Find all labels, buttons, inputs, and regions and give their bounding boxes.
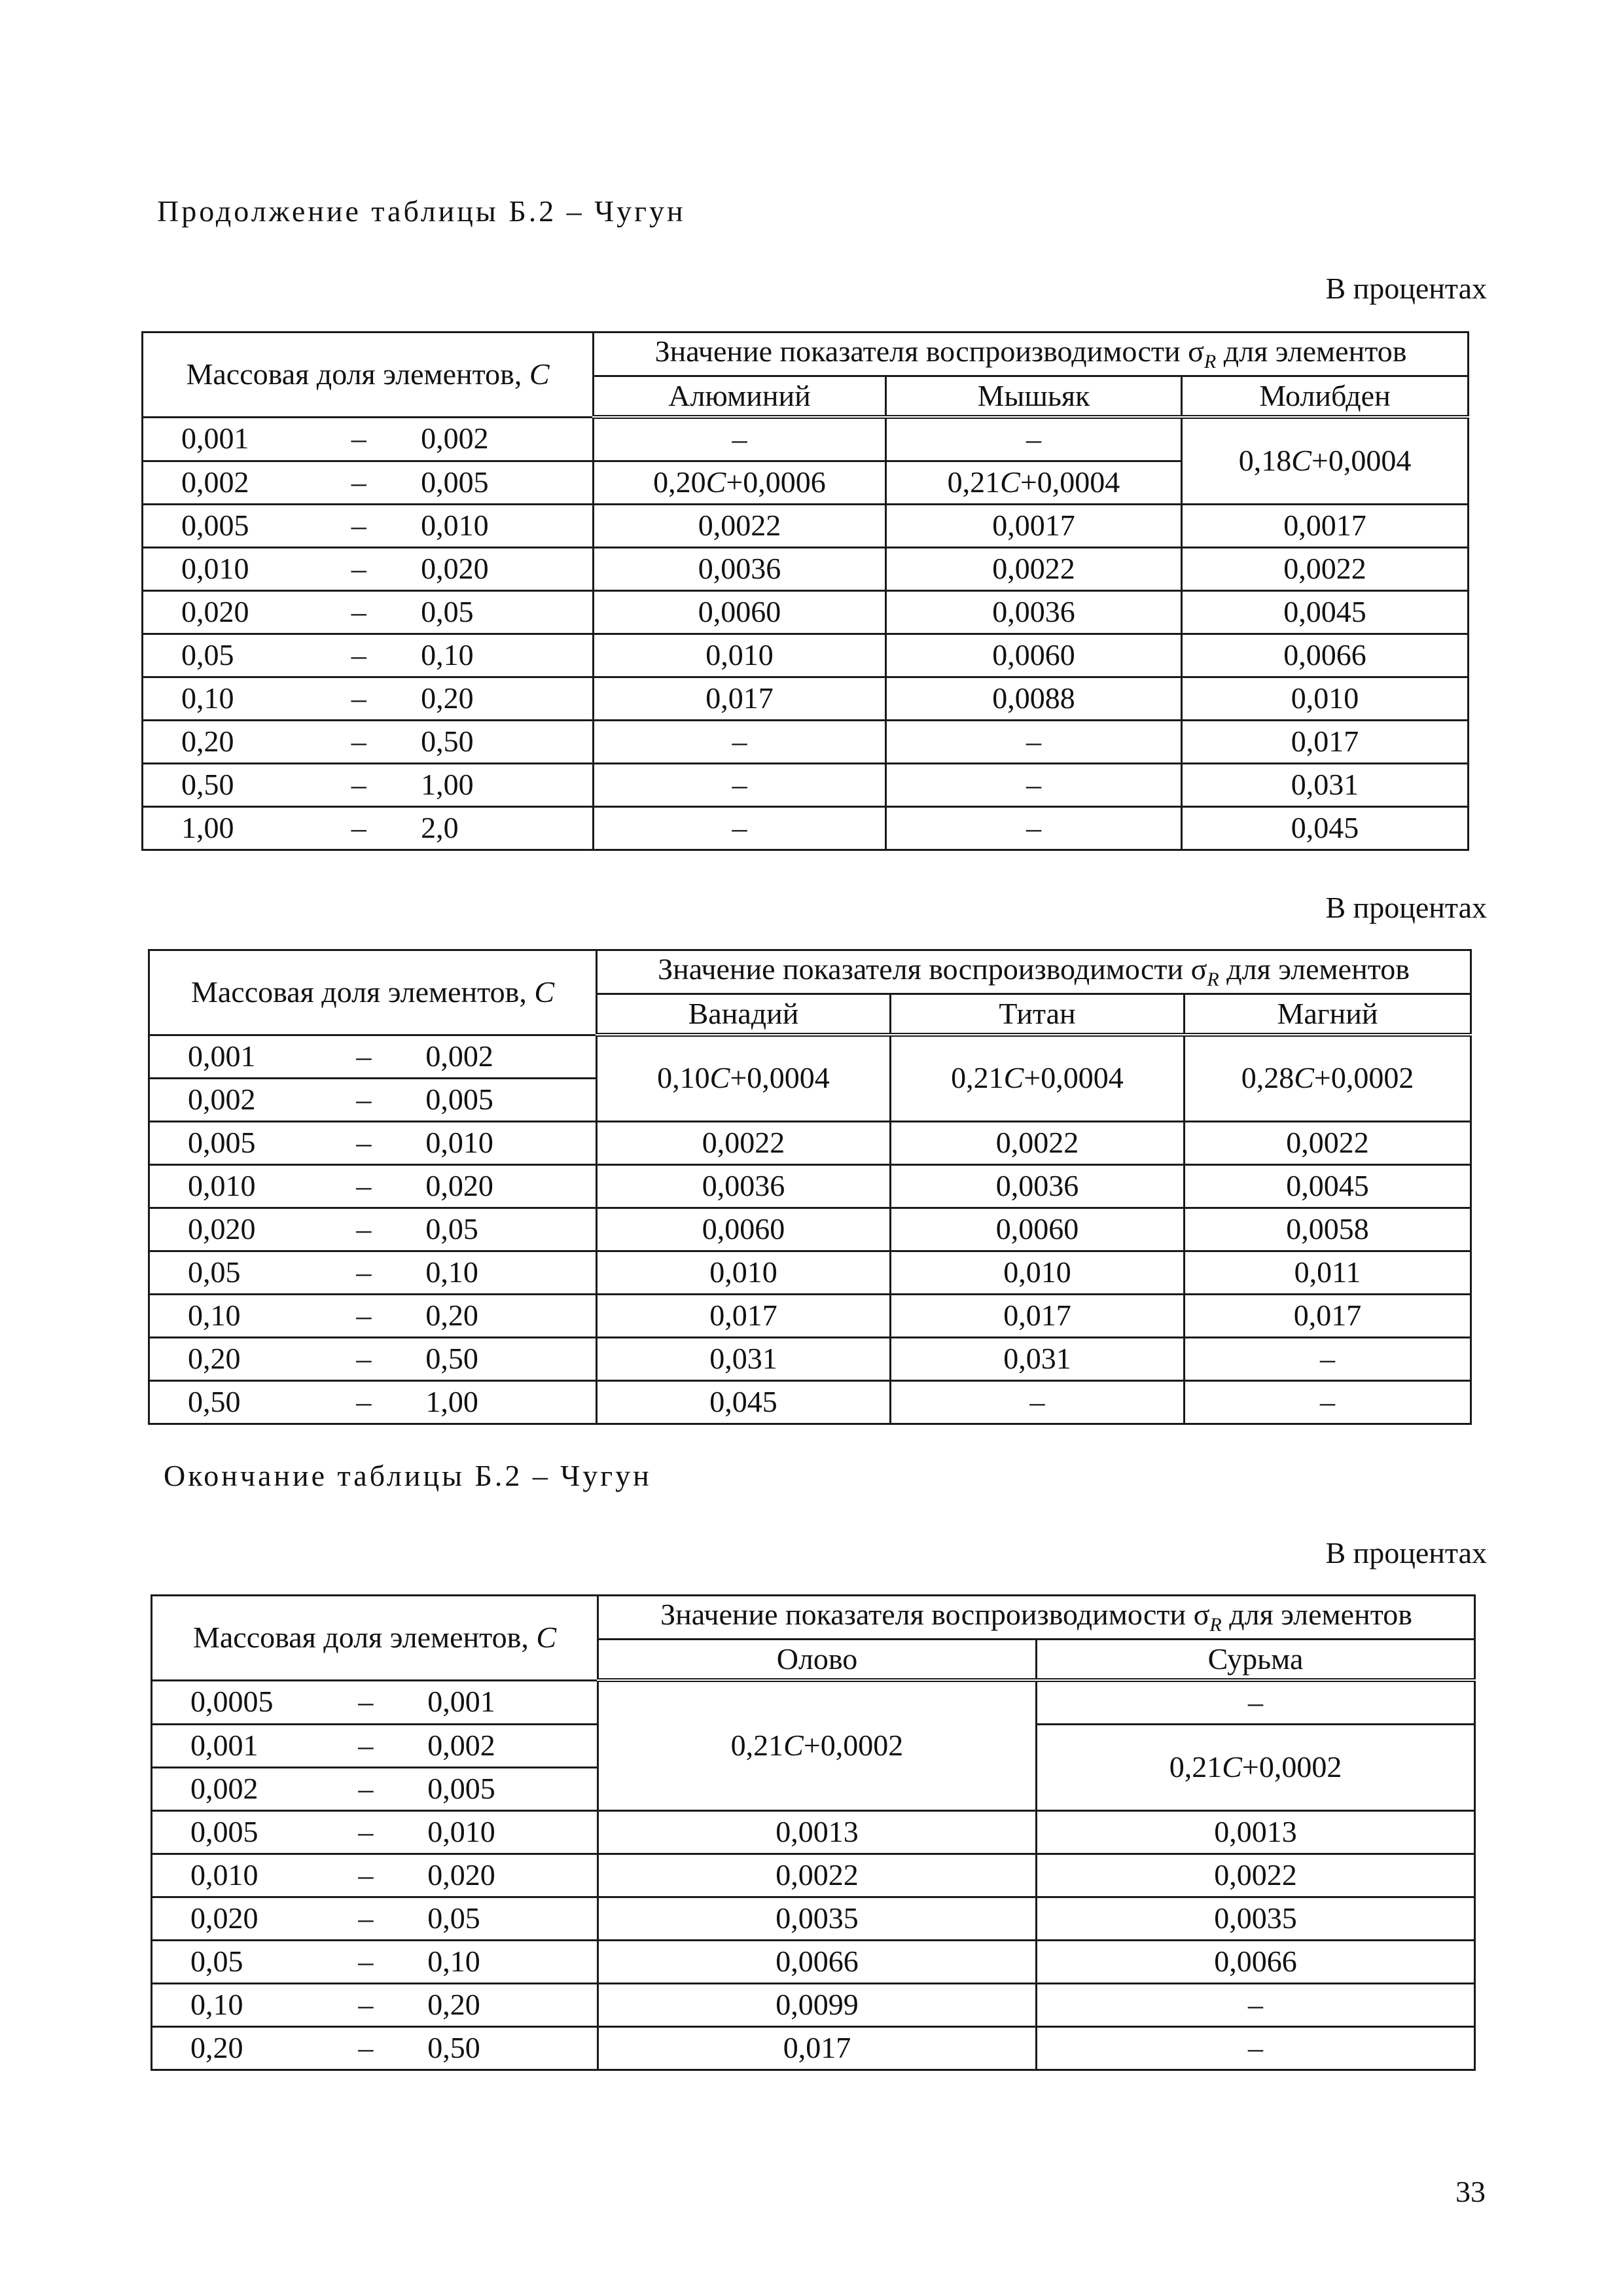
value-cell: 0,017	[597, 1294, 891, 1337]
value-cell: 0,0060	[891, 1208, 1185, 1251]
table-row	[152, 2027, 1475, 2070]
mass-range-cell: 0,001 – 0,002	[149, 1035, 597, 1078]
mass-fraction-header: Массовая доля элементов, C	[152, 1596, 598, 1681]
table-row	[152, 1854, 1475, 1897]
value-cell: –	[1185, 1337, 1471, 1380]
value-cell: 0,0066	[1182, 634, 1469, 677]
value-cell: –	[1037, 1680, 1475, 1725]
unit-note-1: В процентах	[1325, 272, 1487, 305]
table-row	[149, 1337, 1471, 1380]
value-cell: 0,0022	[886, 548, 1182, 591]
value-cell: 0,031	[597, 1337, 891, 1380]
mass-fraction-header: Массовая доля элементов, C	[143, 332, 594, 418]
value-cell: 0,21C+0,0004	[891, 1035, 1185, 1121]
value-cell: 0,017	[1185, 1294, 1471, 1337]
table-row	[149, 1121, 1471, 1164]
table-row	[149, 1208, 1471, 1251]
value-cell: –	[886, 417, 1182, 461]
ending-heading: Окончание таблицы Б.2 – Чугун	[164, 1459, 652, 1492]
value-cell: 0,0066	[598, 1941, 1037, 1984]
table-row	[149, 1035, 1471, 1078]
value-cell: 0,031	[1182, 764, 1469, 807]
value-cell: –	[886, 764, 1182, 807]
column-header: Сурьма	[1037, 1640, 1475, 1681]
mass-range-cell: 0,020 – 0,05	[149, 1208, 597, 1251]
column-header: Магний	[1185, 994, 1471, 1035]
mass-range-cell: 0,50 – 1,00	[149, 1380, 597, 1424]
value-cell: 0,0017	[1182, 505, 1469, 548]
column-header: Олово	[598, 1640, 1037, 1681]
table-row	[149, 1294, 1471, 1337]
column-header: Мышьяк	[886, 376, 1182, 418]
value-cell: –	[1185, 1380, 1471, 1424]
value-cell: 0,0022	[598, 1854, 1037, 1897]
column-header: Ванадий	[597, 994, 891, 1035]
column-header: Титан	[891, 994, 1185, 1035]
table-row	[143, 677, 1469, 721]
value-cell: 0,18C+0,0004	[1182, 417, 1469, 505]
table-row	[152, 1897, 1475, 1941]
value-cell: 0,0060	[886, 634, 1182, 677]
value-cell: 0,0022	[1037, 1854, 1475, 1897]
value-cell: 0,010	[891, 1251, 1185, 1294]
value-cell: 0,0022	[891, 1121, 1185, 1164]
value-cell: 0,28C+0,0002	[1185, 1035, 1471, 1121]
value-cell: 0,031	[891, 1337, 1185, 1380]
value-cell: 0,0045	[1185, 1164, 1471, 1208]
value-cell: 0,045	[1182, 807, 1469, 850]
table-2	[148, 949, 1472, 1425]
value-cell: 0,0036	[594, 548, 886, 591]
value-cell: 0,010	[597, 1251, 891, 1294]
table-row	[143, 807, 1469, 850]
unit-note-2: В процентах	[1325, 891, 1487, 924]
unit-note-3: В процентах	[1325, 1536, 1487, 1570]
page-number: 33	[1455, 2175, 1486, 2208]
mass-range-cell: 0,20 – 0,50	[149, 1337, 597, 1380]
table-row	[149, 1164, 1471, 1208]
value-cell: –	[594, 721, 886, 764]
continuation-heading: Продолжение таблицы Б.2 – Чугун	[157, 194, 686, 228]
mass-range-cell: 1,00 – 2,0	[143, 807, 594, 850]
value-cell: 0,0013	[1037, 1811, 1475, 1854]
value-cell: –	[594, 417, 886, 461]
value-cell: 0,0022	[597, 1121, 891, 1164]
value-cell: –	[594, 764, 886, 807]
table-row	[143, 721, 1469, 764]
mass-range-cell: 0,001 – 0,002	[152, 1725, 598, 1768]
column-header: Алюминий	[594, 376, 886, 418]
value-cell: 0,0045	[1182, 591, 1469, 634]
value-cell: 0,045	[597, 1380, 891, 1424]
mass-range-cell: 0,002 – 0,005	[152, 1768, 598, 1811]
value-cell: 0,0036	[891, 1164, 1185, 1208]
mass-range-cell: 0,10 – 0,20	[152, 1984, 598, 2027]
value-cell: 0,21C+0,0002	[598, 1680, 1037, 1811]
value-cell: 0,0066	[1037, 1941, 1475, 1984]
value-cell: 0,017	[891, 1294, 1185, 1337]
mass-range-cell: 0,010 – 0,020	[152, 1854, 598, 1897]
value-cell: 0,017	[594, 677, 886, 721]
table-row	[152, 1984, 1475, 2027]
mass-range-cell: 0,005 – 0,010	[143, 505, 594, 548]
table-3	[151, 1594, 1476, 2071]
value-header: Значение показателя воспроизводимости $\sigma_R$ для элементов	[594, 332, 1469, 376]
value-cell: –	[891, 1380, 1185, 1424]
value-cell: –	[886, 807, 1182, 850]
value-cell: 0,0060	[597, 1208, 891, 1251]
mass-range-cell: 0,20 – 0,50	[152, 2027, 598, 2070]
value-cell: 0,20C+0,0006	[594, 461, 886, 505]
table-row	[143, 634, 1469, 677]
table-row	[149, 1251, 1471, 1294]
table-row	[152, 1811, 1475, 1854]
mass-range-cell: 0,001 – 0,002	[143, 417, 594, 461]
mass-range-cell: 0,10 – 0,20	[149, 1294, 597, 1337]
value-cell: 0,010	[1182, 677, 1469, 721]
value-cell: 0,10C+0,0004	[597, 1035, 891, 1121]
value-cell: 0,0060	[594, 591, 886, 634]
table-row	[143, 417, 1469, 461]
value-cell: 0,21C+0,0002	[1037, 1725, 1475, 1811]
column-header: Молибден	[1182, 376, 1469, 418]
value-cell: 0,0099	[598, 1984, 1037, 2027]
value-header: Значение показателя воспроизводимости $\sigma_R$ для элементов	[597, 950, 1471, 994]
table-row	[152, 1941, 1475, 1984]
table-row	[143, 591, 1469, 634]
value-cell: 0,0022	[1185, 1121, 1471, 1164]
mass-range-cell: 0,50 – 1,00	[143, 764, 594, 807]
mass-range-cell: 0,20 – 0,50	[143, 721, 594, 764]
mass-range-cell: 0,05 – 0,10	[143, 634, 594, 677]
value-cell: 0,0058	[1185, 1208, 1471, 1251]
value-cell: 0,0013	[598, 1811, 1037, 1854]
value-header: Значение показателя воспроизводимости $\sigma_R$ для элементов	[598, 1596, 1475, 1640]
value-cell: 0,0022	[594, 505, 886, 548]
mass-range-cell: 0,002 – 0,005	[149, 1078, 597, 1121]
mass-range-cell: 0,010 – 0,020	[149, 1164, 597, 1208]
mass-range-cell: 0,005 – 0,010	[149, 1121, 597, 1164]
mass-range-cell: 0,005 – 0,010	[152, 1811, 598, 1854]
value-cell: 0,21C+0,0004	[886, 461, 1182, 505]
value-cell: 0,010	[594, 634, 886, 677]
mass-range-cell: 0,05 – 0,10	[152, 1941, 598, 1984]
value-cell: 0,017	[1182, 721, 1469, 764]
mass-range-cell: 0,020 – 0,05	[143, 591, 594, 634]
mass-fraction-header: Массовая доля элементов, C	[149, 950, 597, 1035]
value-cell: 0,0036	[597, 1164, 891, 1208]
value-cell: 0,0035	[1037, 1897, 1475, 1941]
mass-range-cell: 0,0005 – 0,001	[152, 1680, 598, 1725]
table-row	[149, 1380, 1471, 1424]
table-row	[143, 764, 1469, 807]
table-1	[141, 331, 1469, 851]
mass-range-cell: 0,010 – 0,020	[143, 548, 594, 591]
value-cell: –	[1037, 2027, 1475, 2070]
mass-range-cell: 0,10 – 0,20	[143, 677, 594, 721]
value-cell: 0,0088	[886, 677, 1182, 721]
mass-range-cell: 0,020 – 0,05	[152, 1897, 598, 1941]
value-cell: –	[594, 807, 886, 850]
value-cell: 0,0022	[1182, 548, 1469, 591]
value-cell: 0,0036	[886, 591, 1182, 634]
table-row	[143, 548, 1469, 591]
table-row	[143, 505, 1469, 548]
value-cell: 0,0017	[886, 505, 1182, 548]
mass-range-cell: 0,002 – 0,005	[143, 461, 594, 505]
value-cell: 0,011	[1185, 1251, 1471, 1294]
value-cell: 0,017	[598, 2027, 1037, 2070]
mass-range-cell: 0,05 – 0,10	[149, 1251, 597, 1294]
value-cell: –	[1037, 1984, 1475, 2027]
table-row	[152, 1680, 1475, 1725]
value-cell: 0,0035	[598, 1897, 1037, 1941]
value-cell: –	[886, 721, 1182, 764]
